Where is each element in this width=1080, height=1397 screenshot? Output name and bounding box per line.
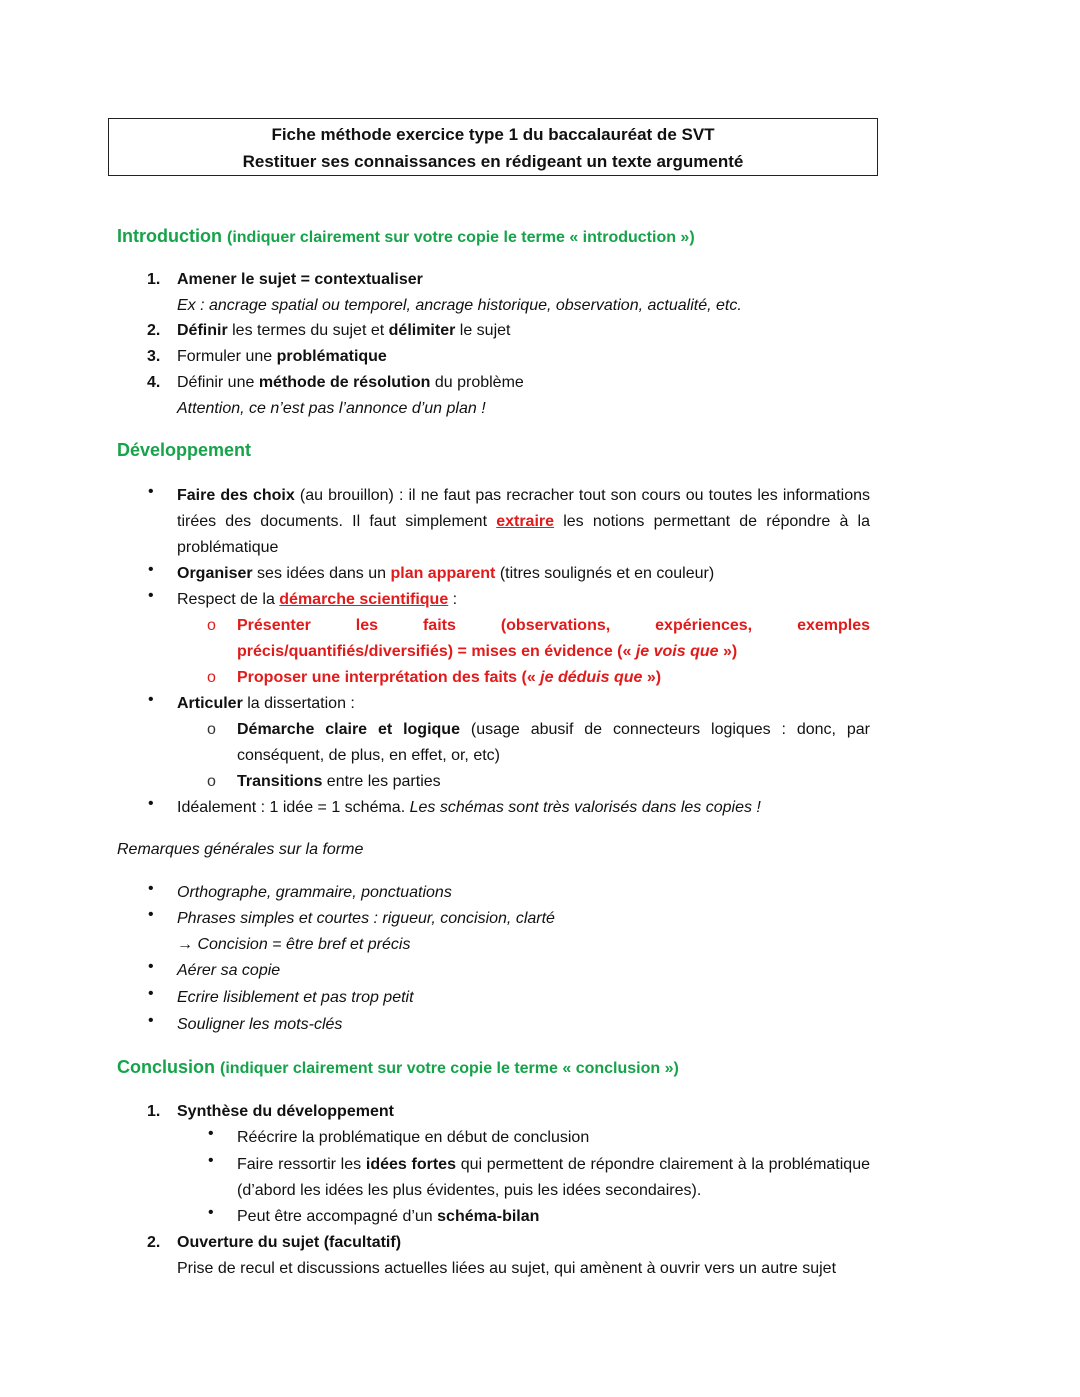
item-italic: Les schémas sont très valorisés dans les copies ! [409, 799, 761, 816]
item-red-emphasis: démarche scientifique [279, 591, 449, 608]
bullet-icon: • [148, 483, 154, 500]
item-bold: Organiser [177, 565, 253, 582]
item-text: le sujet [455, 322, 511, 339]
item-text: Faire ressortir les [237, 1156, 366, 1173]
item-text: les termes du sujet et [227, 322, 389, 339]
title-line-1: Fiche méthode exercice type 1 du baccalauréat de SVT [271, 125, 715, 144]
item-text: (usage abusif de connecteurs logiques : donc, par conséquent, de plus, en effet, or, etc) [237, 721, 871, 764]
bullet-icon: • [148, 795, 154, 812]
item-bold: Transitions [237, 773, 323, 790]
item-text: Formuler une [177, 348, 277, 365]
remarques-heading: Remarques générales sur la forme [117, 841, 364, 858]
item-bold: Démarche claire et logique [237, 721, 460, 738]
title-line-2: Restituer ses connaissances en rédigeant un texte argumenté [242, 152, 744, 171]
item-text: les notions permettant de répondre à la problématique [177, 513, 871, 556]
remarque-arrow-note [177, 932, 410, 958]
item-text: Idéalement : 1 idée = 1 schéma. [177, 799, 410, 816]
conclusion-sub-item [237, 1204, 539, 1230]
bullet-icon: • [148, 587, 154, 604]
conclusion-item-2-text: Prise de recul et discussions actuelles liées au sujet, qui amènent à ouvrir vers un autre sujet [177, 1260, 837, 1277]
item-bold: Synthèse du développement [177, 1103, 394, 1120]
dev-item-1 [177, 483, 870, 561]
item-text: : [448, 591, 458, 608]
item-text: Concision = être bref et précis [197, 936, 411, 953]
item-text: du problème [430, 374, 524, 391]
dev-item-3 [177, 587, 457, 613]
item-text: Respect de la [177, 591, 280, 608]
heading-note: (indiquer clairement sur votre copie le terme « introduction ») [227, 229, 695, 246]
item-italic: je vois que [635, 643, 719, 660]
item-bold: Articuler [177, 695, 243, 712]
item-text: Définir une [177, 374, 259, 391]
arrow-right-icon: → [177, 936, 193, 953]
bullet-icon: • [208, 1125, 214, 1142]
item-text: la dissertation : [242, 695, 355, 712]
heading-note: (indiquer clairement sur votre copie le terme « conclusion ») [220, 1060, 679, 1077]
dev-item-5 [177, 795, 761, 821]
heading-text: Introduction [117, 226, 222, 246]
item-bold: Amener le sujet = contextualiser [177, 271, 423, 288]
remarque-item: Aérer sa copie [177, 962, 281, 979]
list-number: 4. [147, 374, 161, 391]
item-text: ») [718, 643, 738, 660]
remarque-item: Phrases simples et courtes : rigueur, concision, clarté [177, 910, 555, 927]
item-text: entre les parties [322, 773, 441, 790]
list-number: 2. [147, 1234, 161, 1251]
item-red-emphasis: plan apparent [390, 565, 496, 582]
conclusion-heading [117, 1057, 679, 1078]
dev-item-3-sub-2 [237, 665, 661, 691]
dev-item-4-sub-2 [237, 769, 441, 795]
dev-item-4-sub-1 [237, 717, 870, 769]
item-bold: Faire des choix [177, 487, 295, 504]
item-bold: idées fortes [365, 1156, 456, 1173]
bullet-icon: • [148, 958, 154, 975]
item-red-emphasis: extraire [496, 513, 555, 530]
item-text: ses idées dans un [252, 565, 391, 582]
circle-bullet-icon: o [207, 721, 216, 738]
item-text: (au brouillon) : il ne faut pas recracher tout son cours ou toutes les informations tirées des documents. Il faut simplement [177, 487, 871, 530]
intro-item-1-detail: Ex : ancrage spatial ou temporel, ancrage historique, observation, actualité, etc. [177, 297, 742, 314]
item-bold: Définir [177, 322, 228, 339]
bullet-icon: • [148, 880, 154, 897]
remarque-item: Souligner les mots-clés [177, 1016, 343, 1033]
item-italic: je déduis que [540, 669, 643, 686]
list-number: 1. [147, 271, 161, 288]
list-number: 3. [147, 348, 161, 365]
list-number: 1. [147, 1103, 161, 1120]
remarque-item: Orthographe, grammaire, ponctuations [177, 884, 452, 901]
heading-text: Conclusion [117, 1057, 215, 1077]
item-text: Présenter les faits (observations, expériences, exemples précis/quantifiés/diversifiés) = mises en évidence (« [237, 617, 870, 660]
item-text: (titres soulignés et en couleur) [495, 565, 715, 582]
dev-item-2 [177, 561, 714, 587]
bullet-icon: • [148, 1012, 154, 1029]
conclusion-sub-item: Réécrire la problématique en début de conclusion [237, 1129, 590, 1146]
bullet-icon: • [208, 1152, 214, 1169]
item-bold: Ouverture du sujet (facultatif) [177, 1234, 402, 1251]
dev-item-4 [177, 691, 355, 717]
item-text: Peut être accompagné d’un [237, 1208, 438, 1225]
item-text: Proposer une interprétation des faits (« [237, 669, 541, 686]
item-text: qui permettent de répondre clairement à la problématique (d’abord les idées les plus évidentes, puis les idées secondaires). [237, 1156, 871, 1199]
remarque-item: Ecrire lisiblement et pas trop petit [177, 989, 414, 1006]
conclusion-sub-item [237, 1152, 870, 1204]
circle-bullet-icon: o [207, 669, 216, 686]
item-text: ») [642, 669, 662, 686]
circle-bullet-icon: o [207, 773, 216, 790]
bullet-icon: • [148, 985, 154, 1002]
bullet-icon: • [148, 561, 154, 578]
bullet-icon: • [148, 691, 154, 708]
circle-bullet-icon: o [207, 617, 216, 634]
intro-item-4-detail: Attention, ce n’est pas l’annonce d’un plan ! [177, 400, 486, 417]
introduction-heading [117, 226, 695, 247]
bullet-icon: • [208, 1204, 214, 1221]
developpement-heading: Développement [117, 440, 252, 460]
item-bold: méthode de résolution [258, 374, 431, 391]
list-number: 2. [147, 322, 161, 339]
item-bold: problématique [276, 348, 387, 365]
dev-item-3-sub-1 [237, 613, 870, 665]
bullet-icon: • [148, 906, 154, 923]
document-title-box [108, 118, 878, 176]
item-bold: délimiter [388, 322, 456, 339]
item-bold: schéma-bilan [437, 1208, 540, 1225]
